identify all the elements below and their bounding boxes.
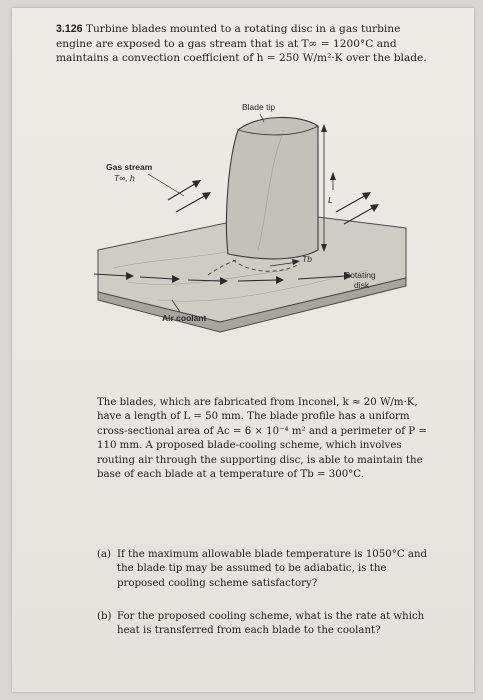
air-coolant-label: Air coolant — [162, 313, 207, 323]
base-temperature-label: Tb — [302, 254, 312, 264]
textbook-page — [12, 8, 474, 692]
problem-body — [97, 396, 431, 482]
problem-number: 3.126 — [56, 23, 83, 35]
rotating-disk-label-line1: Rotating — [344, 270, 376, 280]
blade-tip-label: Blade tip — [242, 102, 276, 112]
part-b-text: For the proposed cooling scheme, what is the rate at which heat is transferred from each blade to the coolant? — [117, 611, 425, 637]
part-a-label: (a) — [97, 549, 112, 560]
turbine-blade-figure — [88, 100, 418, 340]
gas-stream-vars: T∞, h — [114, 173, 135, 183]
part-b-label: (b) — [97, 611, 112, 622]
rotating-disk-label-line2: disk — [354, 280, 370, 290]
turbine-blade-diagram — [88, 100, 418, 340]
part-a — [97, 548, 431, 591]
problem-body-text: The blades, which are fabricated from Inconel, k ≈ 20 W/m·K, have a length of L = 50 mm. The blade profile has a uniform cross-sectional area of Ac = 6 × 10⁻⁴ m² and a perimeter of P = 110 mm. A proposed blade-cooling scheme, which involves routing air through the supporting disc, is able to maintain the base of each blade at a temperature of Tb = 300°C. — [97, 397, 427, 481]
gas-stream-label: Gas stream — [106, 162, 153, 172]
turbine-blade — [226, 117, 318, 258]
length-label: L — [328, 195, 333, 205]
part-a-text: If the maximum allowable blade temperature is 1050°C and the blade tip may be assumed to be adiabatic, is the proposed cooling scheme satisfactory? — [117, 549, 428, 589]
problem-statement — [56, 22, 436, 66]
problem-intro: Turbine blades mounted to a rotating disc in a gas turbine engine are exposed to a gas stream that is at T∞ = 1200°C and maintains a convection coefficient of h = 250 W/m²·K over the blade. — [56, 23, 427, 65]
part-b — [97, 610, 431, 639]
